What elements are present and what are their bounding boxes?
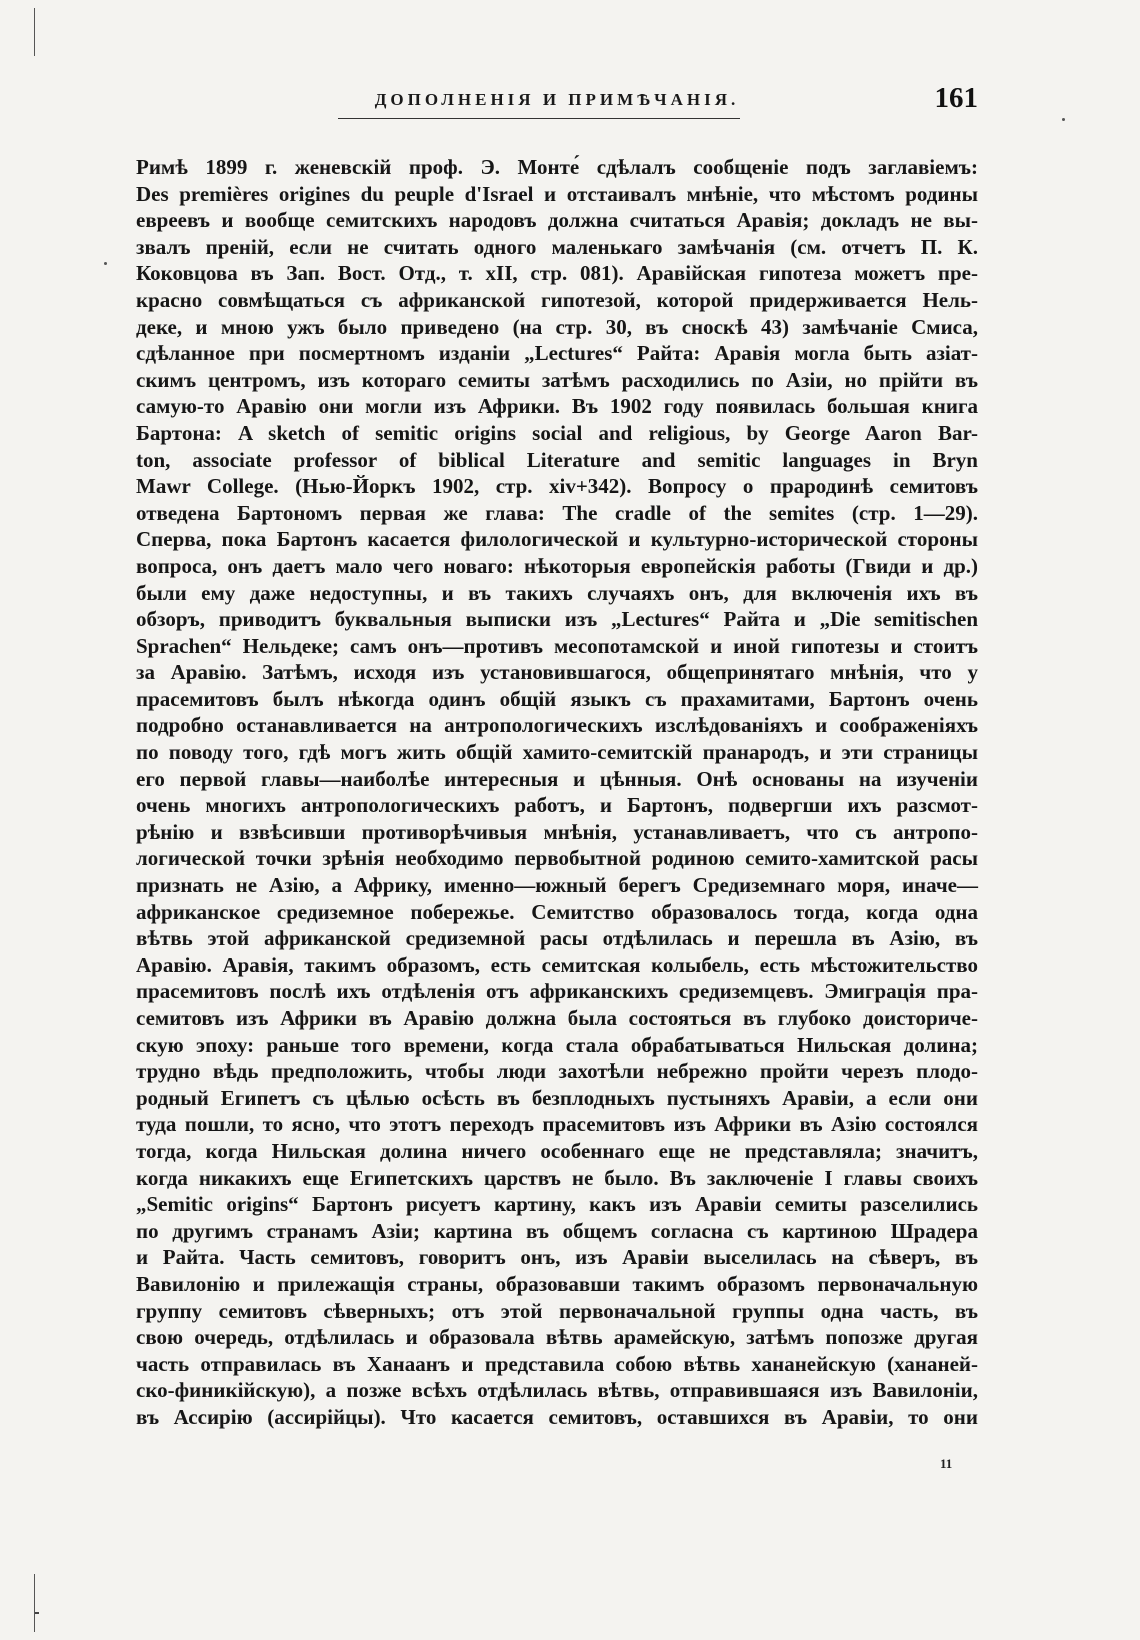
- text-line: сдѣланное при посмертномъ изданіи „Lectures“ Райта: Аравія могла быть азіат-: [136, 341, 978, 366]
- header-rule: [338, 118, 740, 119]
- text-line: „Semitic origins“ Бартонъ рисуетъ картину, какъ изъ Аравіи семиты разселились: [136, 1192, 978, 1217]
- text-line: рѣнію и взвѣсивши противорѣчивыя мнѣнія, устанавливаетъ, что съ антропо-: [136, 819, 978, 844]
- text-line: были ему даже недоступны, и въ такихъ случаяхъ онъ, для включенія ихъ въ: [136, 580, 978, 605]
- page-number: 161: [934, 82, 978, 114]
- text-line: Sprachen“ Нельдеке; самъ онъ—противъ месопотамской и иной гипотезы и стоитъ: [136, 633, 978, 658]
- text-line: свою очередь, отдѣлилась и образовала вѣтвь арамейскую, затѣмъ попозже другая: [136, 1325, 978, 1350]
- signature-mark: 11: [940, 1456, 953, 1471]
- text-line: въ Ассирію (ассирійцы). Что касается семитовъ, оставшихся въ Аравіи, то они: [136, 1404, 978, 1429]
- text-line: трудно вѣдь предположить, чтобы люди захотѣли небрежно пройти черезъ плодо-: [136, 1059, 978, 1084]
- text-line: африканское средиземное побережье. Семитство образовалось тогда, когда одна: [136, 899, 978, 924]
- text-line: прасемитовъ послѣ ихъ отдѣленія отъ африканскихъ средиземцевъ. Эмиграція пра-: [136, 979, 978, 1004]
- text-line: ско-финикійскую), а позже всѣхъ отдѣлилась вѣтвь, отправившаяся изъ Вавилоніи,: [136, 1378, 978, 1403]
- text-line: Коковцова въ Зап. Вост. Отд., т. xII, стр. 081). Аравійская гипотеза можетъ пре-: [136, 261, 978, 286]
- ink-speck: [104, 262, 107, 265]
- text-line: тогда, когда Нильская долина ничего особеннаго еще не представляла; значитъ,: [136, 1138, 978, 1163]
- margin-line: [34, 8, 35, 56]
- text-line: его первой главы—наиболѣе интересныя и цѣнныя. Онѣ основаны на изученіи: [136, 766, 978, 791]
- text-line: по поводу того, гдѣ могъ жить общій хамито-семитскій пранародъ, и эти страницы: [136, 740, 978, 765]
- margin-line: [34, 1574, 35, 1632]
- text-line: скую эпоху: раньше того времени, когда стала обрабатываться Нильская долина;: [136, 1032, 978, 1057]
- text-line: деке, и мною ужъ было приведено (на стр. 30, въ сноскѣ 43) замѣчаніе Смиса,: [136, 314, 978, 339]
- text-line: вѣтвь этой африканской средиземной расы отдѣлилась и перешла въ Азію, въ: [136, 926, 978, 951]
- text-line: Вавилонію и прилежащія страны, образовавши такимъ образомъ первоначальную: [136, 1271, 978, 1296]
- text-line: звалъ преній, если не считать одного маленькаго замѣчанія (см. отчетъ П. К.: [136, 234, 978, 259]
- text-line: Бартона: A sketch of semitic origins social and religious, by George Aaron Bar-: [136, 420, 978, 445]
- text-line: группу семитовъ сѣверныхъ; отъ этой первоначальной группы одна часть, въ: [136, 1298, 978, 1323]
- text-line: вопроса, онъ даетъ мало чего новаго: нѣкоторыя европейскія работы (Гвиди и др.): [136, 553, 978, 578]
- page-header: [136, 82, 978, 116]
- text-line: подробно останавливается на антропологическихъ изслѣдованіяхъ и соображеніяхъ: [136, 713, 978, 738]
- text-line: евреевъ и вообще семитскихъ народовъ должна считаться Аравія; докладъ не вы-: [136, 208, 978, 233]
- text-line: Mawr College. (Нью-Йоркъ 1902, стр. xiv+342). Вопросу о прародинѣ семитовъ: [136, 474, 978, 499]
- body-text: [136, 154, 978, 1457]
- text-line: очень многихъ антропологическихъ работъ, и Бартонъ, подвергши ихъ разсмот-: [136, 793, 978, 818]
- text-line: и Райта. Часть семитовъ, говоритъ онъ, изъ Аравіи выселилась на сѣверъ, въ: [136, 1245, 978, 1270]
- text-line: самую-то Аравію они могли изъ Африки. Въ 1902 году появилась большая книга: [136, 394, 978, 419]
- text-line: отведена Бартономъ первая же глава: The cradle of the semites (стр. 1—29).: [136, 500, 978, 525]
- text-line: Сперва, пока Бартонъ касается филологической и культурно-исторической стороны: [136, 527, 978, 552]
- text-line: скимъ центромъ, изъ котораго семиты затѣмъ расходились по Азіи, но прійти въ: [136, 367, 978, 392]
- text-line: ton, associate professor of biblical Literature and semitic languages in Bryn: [136, 447, 978, 472]
- ink-speck: [1062, 118, 1065, 121]
- text-line: часть отправилась въ Ханаанъ и представила собою вѣтвь хананейскую (хананей-: [136, 1351, 978, 1376]
- text-line: логической точки зрѣнія необходимо первобытной родиною семито-хамитской расы: [136, 846, 978, 871]
- text-line: Аравію. Аравія, такимъ образомъ, есть семитская колыбель, есть мѣстожительство: [136, 952, 978, 977]
- text-line: Римѣ 1899 г. женевскій проф. Э. Монте́ сдѣлалъ сообщеніе подъ заглавіемъ:: [136, 155, 978, 179]
- text-line: за Аравію. Затѣмъ, исходя изъ установившагося, общепринятаго мнѣнія, что у: [136, 660, 978, 685]
- text-line: туда пошли, то ясно, что этотъ переходъ прасемитовъ изъ Африки въ Азію состоялся: [136, 1112, 978, 1137]
- text-line: красно совмѣщаться съ африканской гипотезой, которой придерживается Нель-: [136, 287, 978, 312]
- running-title: ДОПОЛНЕНІЯ И ПРИМѢЧАНІЯ.: [374, 90, 740, 109]
- text-line: Des premières origines du peuple d'Israel и отстаивалъ мнѣніе, что мѣстомъ родины: [136, 181, 978, 206]
- text-line: обзоръ, приводитъ буквальныя выписки изъ „Lectures“ Райта и „Die semitischen: [136, 607, 978, 632]
- edge-mark: [35, 1612, 39, 1614]
- text-line: родный Египетъ съ цѣлью осѣсть въ безплодныхъ пустыняхъ Аравіи, а если они: [136, 1085, 978, 1110]
- text-line: [136, 1431, 978, 1458]
- text-line: семитовъ изъ Африки въ Аравію должна была состояться въ глубоко доисториче-: [136, 1006, 978, 1030]
- text-line: по другимъ странамъ Азіи; картина въ общемъ согласна съ картиною Шрадера: [136, 1218, 978, 1243]
- text-line: признать не Азію, а Африку, именно—южный берегъ Средиземнаго моря, иначе—: [136, 873, 978, 898]
- text-line: прасемитовъ былъ нѣкогда одинъ общій языкъ съ прахамитами, Бартонъ очень: [136, 686, 978, 711]
- text-line: когда никакихъ еще Египетскихъ царствъ не было. Въ заключеніе I главы своихъ: [136, 1165, 978, 1190]
